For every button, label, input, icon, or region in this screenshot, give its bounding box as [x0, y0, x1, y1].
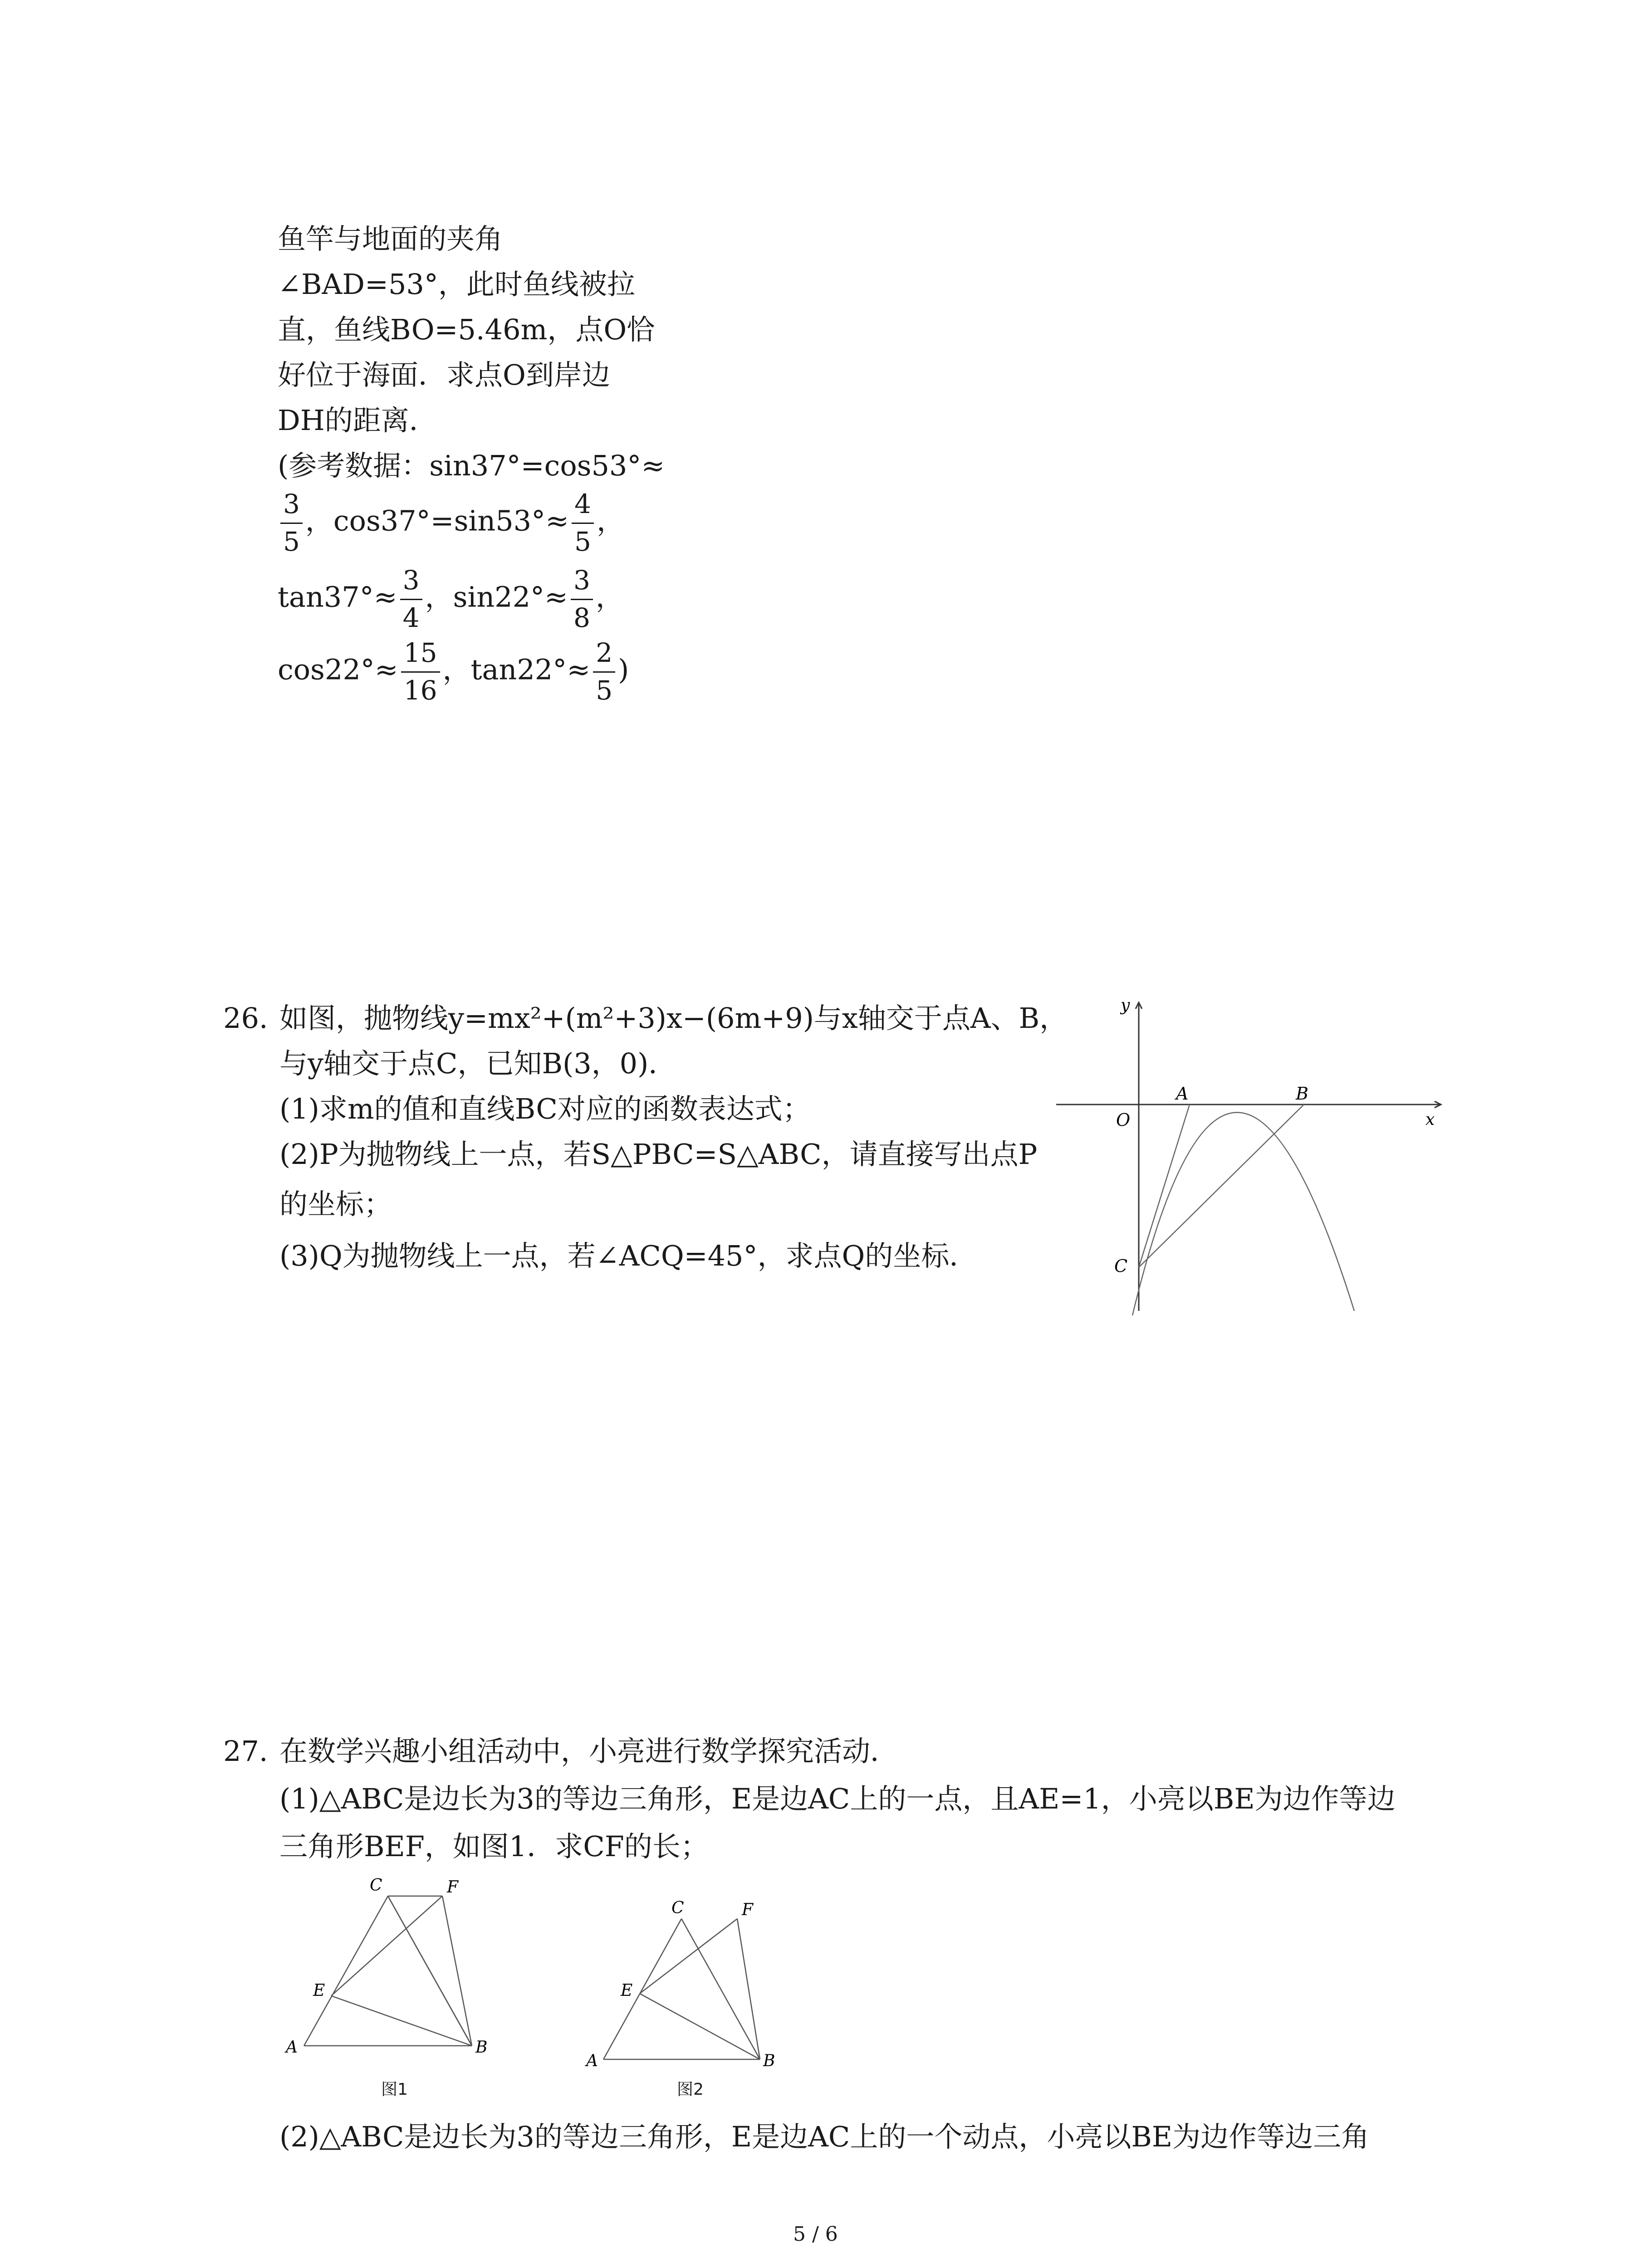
fig1-point-b: B: [475, 2038, 488, 2057]
q27-line-4: (2)△ABC是边长为3的等边三角形，E是边AC上的一个动点，小亮以BE为边作等边三角: [279, 2120, 1370, 2153]
q26-parabola-graph: [1053, 993, 1461, 1320]
fig1-point-a: A: [286, 2038, 298, 2057]
q27-number: 27.: [223, 1735, 268, 1768]
q25-line-1: 鱼竿与地面的夹角: [278, 222, 503, 255]
x-axis-label: x: [1425, 1110, 1435, 1129]
fraction: $\frac{3}{8}$: [571, 566, 593, 633]
fig2-caption: 图2: [677, 2080, 704, 2099]
point-c-label: C: [1114, 1256, 1128, 1276]
q26-line-1: 如图，抛物线y=mx²+(m²+3)x−(6m+9)与x轴交于点A、B，: [279, 1002, 1068, 1035]
segment-bc: [1139, 1105, 1304, 1267]
fig1-point-f: F: [447, 1878, 458, 1897]
origin-label: O: [1116, 1110, 1131, 1130]
q25-ref-row-3: cos22°≈ $\frac{15}{16}$ ，tan22°≈ $\frac{2}{5}$ ): [278, 637, 629, 706]
fraction: $\frac{4}{5}$: [572, 490, 594, 557]
fig2-point-b: B: [763, 2052, 775, 2070]
fig2-point-e: E: [621, 1981, 633, 2000]
q26-line-2: 与y轴交于点C，已知B(3，0)．: [279, 1047, 677, 1080]
point-b-label: B: [1296, 1084, 1308, 1104]
parabola-curve: [1132, 1112, 1354, 1315]
q25-ref-row-2: tan37°≈ $\frac{3}{4}$ ，sin22°≈ $\frac{3}{8}$ ，: [278, 565, 624, 633]
page-number: 5 / 6: [793, 2223, 838, 2246]
fig1-point-c: C: [370, 1876, 382, 1895]
q26-line-6: (3)Q为抛物线上一点，若∠ACQ=45°，求点Q的坐标．: [279, 1239, 978, 1272]
q27-figure-2: [576, 1887, 794, 2073]
q26-line-3: (1)求m的值和直线BC对应的函数表达式；: [279, 1092, 811, 1125]
q26-line-5: 的坐标；: [279, 1188, 392, 1221]
q25-ref-row-1: $\frac{3}{5}$ ，cos37°=sin53°≈ $\frac{4}{5}$ ，: [278, 490, 625, 557]
fraction: $\frac{15}{16}$: [401, 639, 440, 705]
q27-line-3: 三角形BEF，如图1．求CF的长；: [279, 1830, 709, 1863]
point-a-label: A: [1176, 1084, 1189, 1104]
q27-line-2: (1)△ABC是边长为3的等边三角形，E是边AC上的一点，且AE=1，小亮以BE为边作等边: [279, 1782, 1396, 1815]
q27-line-1: 在数学兴趣小组活动中，小亮进行数学探究活动．: [279, 1735, 899, 1768]
fig2-point-f: F: [742, 1901, 753, 1919]
fraction: $\frac{3}{5}$: [280, 490, 303, 557]
fraction: $\frac{3}{4}$: [400, 566, 422, 633]
q25-line-4: 好位于海面．求点O到岸边: [278, 358, 610, 391]
q27-figure-1: [272, 1873, 508, 2068]
q25-line-2: ∠BAD=53°，此时鱼线被拉: [278, 268, 635, 301]
q26-number: 26.: [223, 1002, 268, 1035]
q25-line-3: 直，鱼线BO=5.46m，点O恰: [278, 313, 655, 346]
y-axis-label: y: [1121, 996, 1130, 1015]
q25-line-5: DH的距离．: [278, 404, 437, 437]
fraction: $\frac{2}{5}$: [593, 639, 615, 705]
q26-line-4: (2)P为抛物线上一点，若S△PBC=S△ABC，请直接写出点P: [279, 1138, 1038, 1171]
q25-line-6: (参考数据：sin37°=cos53°≈: [278, 449, 665, 482]
fig2-point-c: C: [671, 1899, 684, 1917]
fig1-point-e: E: [313, 1981, 325, 2000]
fig1-caption: 图1: [381, 2080, 408, 2099]
fig2-point-a: A: [586, 2052, 598, 2070]
